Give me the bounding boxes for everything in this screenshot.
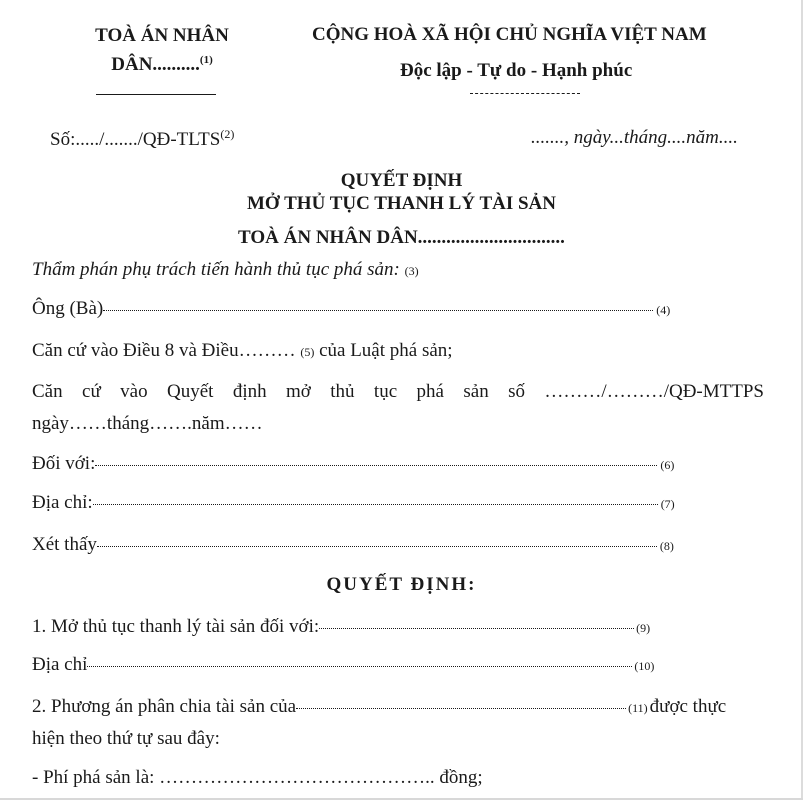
basis1-note: (5) — [300, 345, 315, 359]
item1-note: (9) — [636, 621, 651, 635]
item2-line2: hiện theo thứ tự sau đây: — [32, 728, 220, 749]
judge-note: (3) — [404, 264, 419, 278]
decision-heading: QUYẾT ĐỊNH: — [326, 574, 477, 595]
title-line1: QUYẾT ĐỊNH — [340, 170, 463, 191]
item1-fill — [319, 628, 634, 629]
address-line: Địa chỉ: (7) — [32, 492, 675, 513]
basis1-line: Căn cứ vào Điều 8 và Điều……… (5) của Luật phá sản; — [32, 340, 453, 361]
person-fill — [103, 310, 653, 311]
court-name — [62, 24, 262, 77]
judge-line: Thẩm phán phụ trách tiến hành thủ tục phá sản: (3) — [32, 259, 419, 280]
target-note: (6) — [660, 458, 675, 472]
item2-note: (11) — [628, 701, 648, 715]
person-note: (4) — [656, 303, 671, 317]
item2-line: 2. Phương án phân chia tài sản của (11) được thực — [32, 696, 727, 717]
item1-address-fill — [87, 666, 632, 667]
address-fill — [93, 504, 658, 505]
court-underline — [96, 94, 216, 95]
motto-underline — [470, 93, 580, 94]
decision-number: Số:...../......./QĐ-TLTS$^{(2)}$ — [50, 127, 235, 150]
title-line2: MỞ THỦ TỤC THANH LÝ TÀI SẢN — [247, 193, 556, 214]
consider-line: Xét thấy (8) — [32, 534, 674, 555]
consider-note: (8) — [659, 539, 674, 553]
motto: Độc lập - Tự do - Hạnh phúc — [400, 60, 633, 81]
target-fill — [95, 465, 657, 466]
title-line3: TOÀ ÁN NHÂN DÂN............................... — [238, 227, 565, 248]
item1-line: 1. Mở thủ tục thanh lý tài sản đối với: (9) — [32, 616, 651, 637]
court-name-line1: TOÀ ÁN NHÂN — [95, 25, 229, 46]
fee-line: - Phí phá sản là: …………………………………….. đồng; — [32, 767, 483, 788]
item2-fill — [296, 708, 626, 709]
number-note: (2) — [220, 127, 235, 141]
item1-address-note: (10) — [634, 659, 655, 673]
consider-fill — [97, 546, 657, 547]
issue-date: ......., ngày...tháng....năm.... — [531, 127, 738, 148]
country-name: CỘNG HOÀ XÃ HỘI CHỦ NGHĨA VIỆT NAM — [312, 24, 707, 45]
basis2-line2: ngày……tháng…….năm…… — [32, 413, 263, 434]
item1-address-line: Địa chỉ (10) — [32, 654, 655, 675]
court-name-line2: DÂN..........$^{(1)}$ — [111, 54, 213, 75]
court-note: (1) — [199, 54, 213, 66]
target-line: Đối với: (6) — [32, 453, 675, 474]
basis2-line1: Căn cứ vào Quyết định mở thủ tục phá sản số ………/………/QĐ-MTTPS — [32, 381, 764, 402]
address-note: (7) — [660, 497, 675, 511]
person-line: Ông (Bà) (4) — [32, 298, 671, 319]
